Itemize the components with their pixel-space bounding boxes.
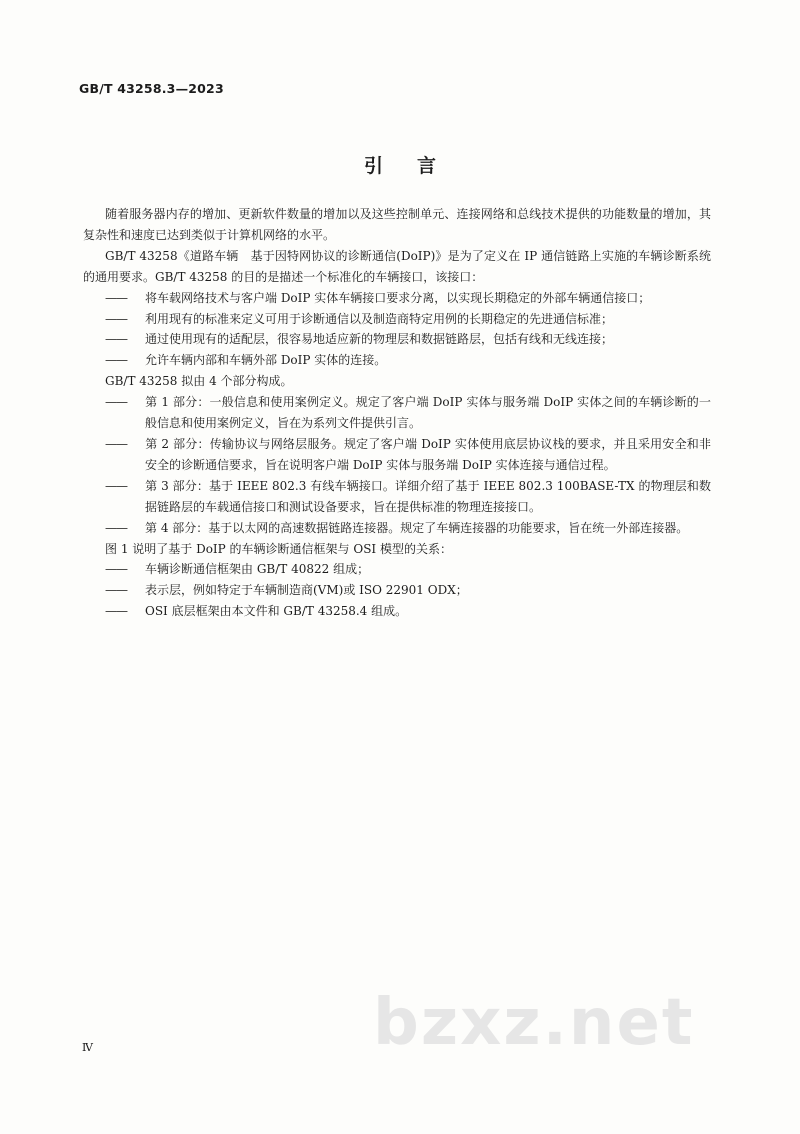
paragraph: GB/T 43258 拟由 4 个部分构成。 bbox=[105, 374, 293, 389]
list-item-text: 表示层，例如特定于车辆制造商(VM)或 ISO 22901 ODX； bbox=[145, 583, 468, 598]
paragraph: GB/T 43258《道路车辆 基于因特网协议的诊断通信(DoIP)》是为了定义在 IP 通信链路上实施的车辆诊断系统的通用要求。GB/T 43258 的目的是描述一个标准化的车辆接口，该接口： bbox=[83, 248, 711, 284]
paragraph: 图 1 说明了基于 DoIP 的车辆诊断通信框架与 OSI 模型的关系： bbox=[105, 541, 452, 556]
dash-mark: —— bbox=[105, 604, 127, 619]
page-title: 引言 bbox=[363, 155, 470, 177]
list-item-text: 第 2 部分：传输协议与网络层服务。规定了客户端 DoIP 实体使用底层协议栈的要求，并且采用安全和非安全的诊断通信要求，旨在说明客户端 DoIP 实体与服务端 DoIP 实体连接与通信过程。 bbox=[145, 436, 711, 472]
list-item bbox=[105, 601, 711, 622]
body-text bbox=[83, 204, 711, 622]
dash-mark: —— bbox=[105, 520, 127, 535]
dash-mark: —— bbox=[105, 478, 127, 493]
dash-mark: —— bbox=[105, 353, 127, 368]
dash-mark: —— bbox=[105, 311, 127, 326]
list-item bbox=[105, 309, 711, 330]
dash-mark: —— bbox=[105, 436, 127, 451]
list-item bbox=[105, 580, 711, 601]
list-item bbox=[105, 392, 711, 434]
list-item-text: 第 1 部分：一般信息和使用案例定义。规定了客户端 DoIP 实体与服务端 DoIP 实体之间的车辆诊断的一般信息和使用案例定义，旨在为系列文件提供引言。 bbox=[145, 395, 711, 431]
list-item-text: 利用现有的标准来定义可用于诊断通信以及制造商特定用例的长期稳定的先进通信标准； bbox=[145, 311, 614, 326]
page-number: Ⅳ bbox=[82, 1041, 93, 1054]
dash-mark: —— bbox=[105, 395, 127, 410]
list-item-text: 将车载网络技术与客户端 DoIP 实体车辆接口要求分离，以实现长期稳定的外部车辆通信接口； bbox=[145, 290, 651, 305]
list-item bbox=[105, 476, 711, 518]
list-item bbox=[105, 434, 711, 476]
dash-mark: —— bbox=[105, 290, 127, 305]
list-item bbox=[105, 288, 711, 309]
paragraph: 随着服务器内存的增加、更新软件数量的增加以及这些控制单元、连接网络和总线技术提供的功能数量的增加，其复杂性和速度已达到类似于计算机网络的水平。 bbox=[83, 207, 711, 242]
dash-mark: —— bbox=[105, 332, 127, 347]
list-item-text: 第 4 部分：基于以太网的高速数据链路连接器。规定了车辆连接器的功能要求，旨在统一外部连接器。 bbox=[145, 520, 689, 535]
standard-number: GB/T 43258.3—2023 bbox=[79, 81, 224, 96]
list-item bbox=[105, 559, 711, 580]
list-item bbox=[105, 329, 711, 350]
dash-mark: —— bbox=[105, 562, 127, 577]
list-item-text: 车辆诊断通信框架由 GB/T 40822 组成； bbox=[145, 562, 370, 577]
list-item-text: 允许车辆内部和车辆外部 DoIP 实体的连接。 bbox=[145, 353, 387, 368]
list-item-text: 通过使用现有的适配层，很容易地适应新的物理层和数据链路层，包括有线和无线连接； bbox=[145, 332, 614, 347]
list-item bbox=[105, 350, 711, 371]
watermark: bzxz.net bbox=[373, 986, 695, 1060]
list-item-text: OSI 底层框架由本文件和 GB/T 43258.4 组成。 bbox=[145, 604, 408, 619]
list-item-text: 第 3 部分：基于 IEEE 802.3 有线车辆接口。详细介绍了基于 IEEE 802.3 100BASE-TX 的物理层和数据链路层的车载通信接口和测试设备要求，旨在提供标准的物理连接接口。 bbox=[145, 478, 711, 514]
dash-mark: —— bbox=[105, 583, 127, 598]
list-item bbox=[105, 518, 711, 539]
